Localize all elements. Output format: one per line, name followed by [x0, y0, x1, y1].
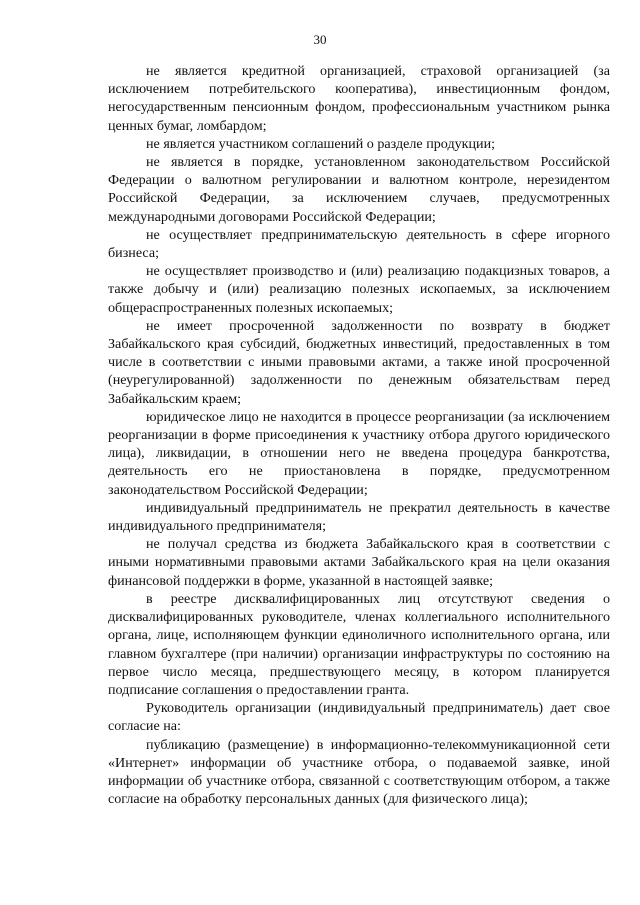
paragraph-no-other-funding: не получал средства из бюджета Забайкальского края в соответствии с иными нормативными правовыми актами Забайкальского края на цели оказания финансовой поддержки в форме, указанной в настоящей заявке; — [108, 536, 610, 589]
page-number: 30 — [313, 32, 327, 47]
paragraph-not-nonresident: не является в порядке, установленном законодательством Российской Федерации о валютном регулировании и валютном контроле, нерезидентом Российской Федерации, за исключением случаев, предусмотренных международными договорами Российской Федерации; — [108, 154, 610, 225]
paragraph-not-excise-goods: не осуществляет производство и (или) реализацию подакцизных товаров, а также добычу и (или) реализацию полезных ископаемых, за исключением общераспространенных полезных ископаемых; — [108, 263, 610, 316]
paragraph-entrepreneur-active: индивидуальный предприниматель не прекратил деятельность в качестве индивидуального предпринимателя; — [108, 499, 610, 535]
paragraph-consent-intro: Руководитель организации (индивидуальный предприниматель) дает свое согласие на: — [108, 700, 610, 735]
paragraph-not-reorganization: юридическое лицо не находится в процессе реорганизации (за исключением реорганизации в форме присоединения к участнику отбора другого юридического лица), ликвидации, в отношении него не введена процедура банкротства, деятельность его не приостановлена в порядке, предусмотренном законодательством Российской Федерации; — [108, 408, 610, 498]
paragraph-consent-publication: публикацию (размещение) в информационно-телекоммуникационной сети «Интернет» информации об участнике отбора, о подаваемой заявке, иной информации об участнике отбора, связанной с соответствующим отбором, а также согласие на обработку персональных данных (для физического лица); — [108, 736, 610, 808]
paragraph-not-production-sharing: не является участником соглашений о разделе продукции; — [146, 135, 496, 152]
paragraph-not-credit-organization: не является кредитной организацией, страховой организацией (за исключением потребительского кооператива), инвестиционным фондом, негосударственным пенсионным фондом, профессиональным участником рынка ценных бумаг, ломбардом; — [108, 63, 610, 134]
paragraph-no-overdue-debt: не имеет просроченной задолженности по возврату в бюджет Забайкальского края субсидий, бюджетных инвестиций, предоставленных в том числе в соответствии с иными правовыми актами, а также иной просроченной (неурегулированной) задолженности по денежным обязательствам перед Забайкальским краем; — [108, 317, 610, 407]
paragraph-disqualified-registry: в реестре дисквалифицированных лиц отсутствуют сведения о дисквалифицированных руководителе, членах коллегиального исполнительного органа, лице, исполняющем функции единоличного исполнительного органа, или главном бухгалтере (при наличии) организации инфраструктуры по состоянию на первое число месяца, предшествующего месяцу, в котором планируется подписание соглашения о предоставлении гранта. — [108, 590, 610, 698]
document-body — [108, 62, 610, 808]
paragraph-not-gambling: не осуществляет предпринимательскую деятельность в сфере игорного бизнеса; — [108, 226, 610, 262]
